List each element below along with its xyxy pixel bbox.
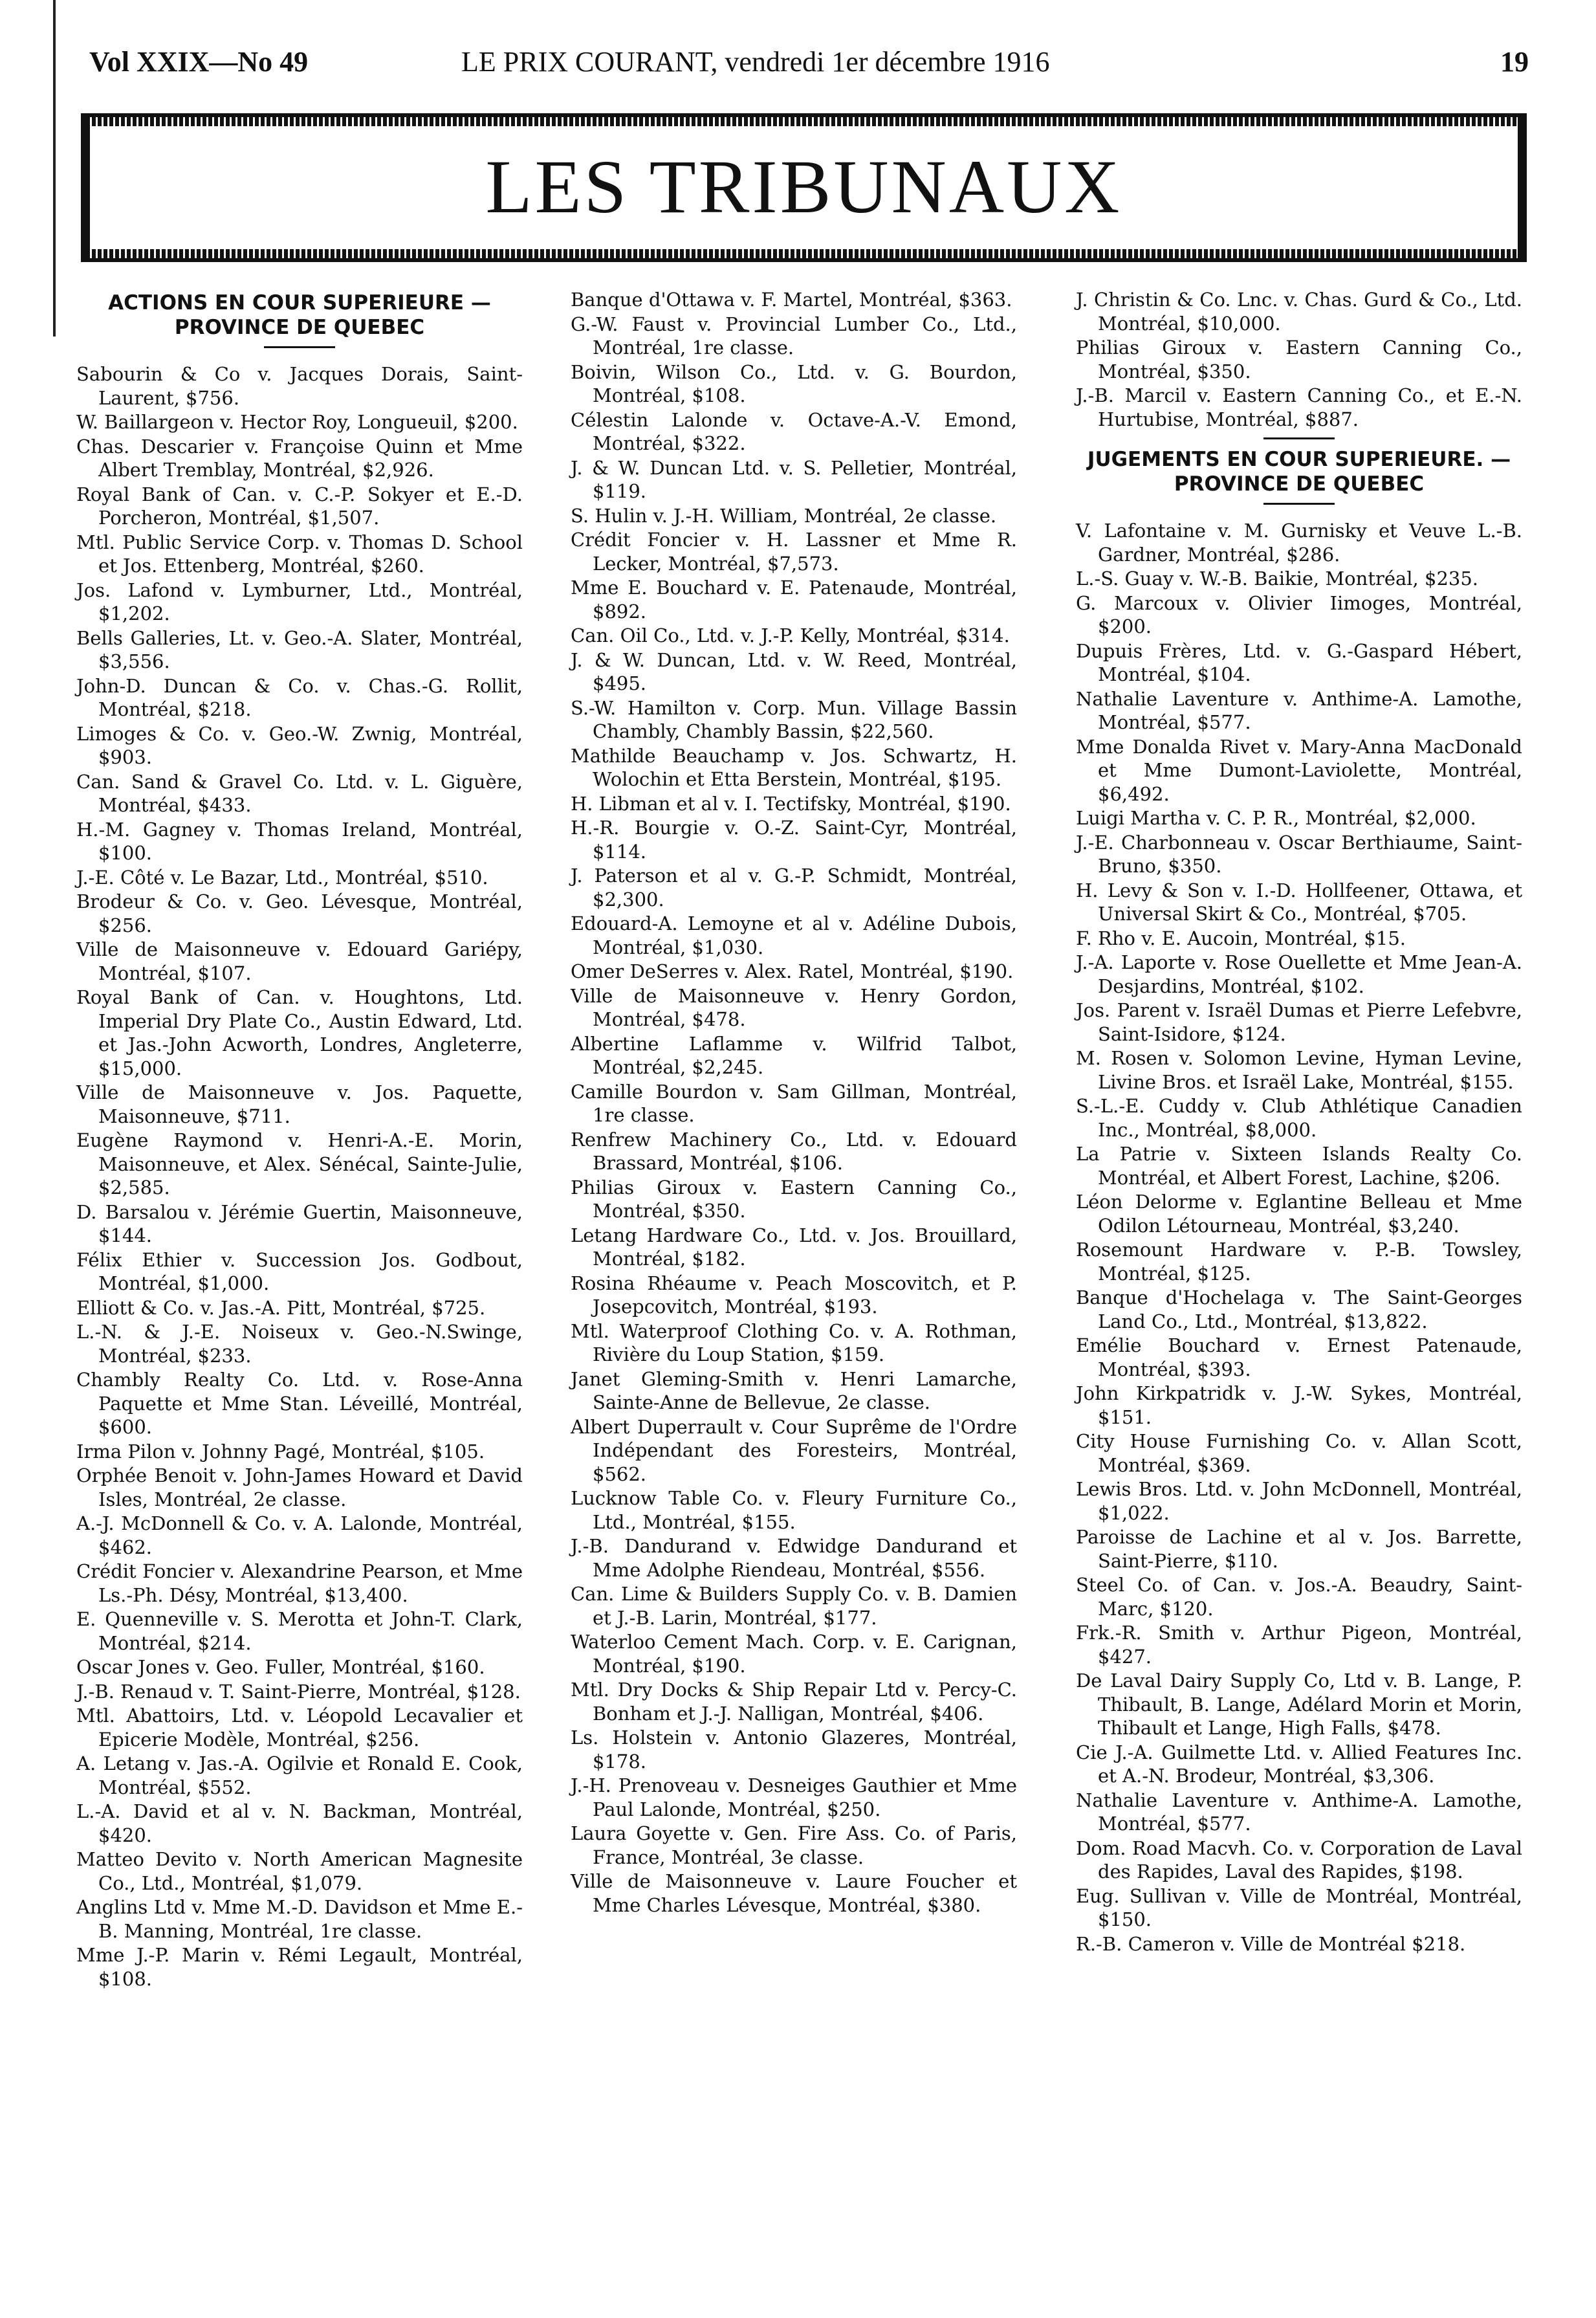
court-case-entry: R.-B. Cameron v. Ville de Montréal $218. xyxy=(1076,1932,1466,1955)
court-case-entry: Ville de Maisonneuve v. Edouard Gariépy, Montréal, $107. xyxy=(76,938,523,984)
court-case-entry: Sabourin & Co v. Jacques Dorais, Saint-Laurent, $756. xyxy=(76,363,523,409)
court-case-entry: Emélie Bouchard v. Ernest Patenaude, Montréal, $393. xyxy=(1076,1334,1522,1380)
court-case-entry: Nathalie Laventure v. Anthime-A. Lamothe, Montréal, $577. xyxy=(1076,1789,1522,1835)
court-case-entry: Chas. Descarier v. Françoise Quinn et Mme Albert Tremblay, Montréal, $2,926. xyxy=(76,435,523,481)
court-case-entry: Janet Gleming-Smith v. Henri Lamarche, Sainte-Anne de Bellevue, 2e classe. xyxy=(571,1367,1017,1413)
court-case-entry: Luigi Martha v. C. P. R., Montréal, $2,000. xyxy=(1076,807,1476,829)
court-case-entry: J.-E. Côté v. Le Bazar, Ltd., Montréal, $510. xyxy=(76,866,488,889)
court-case-entry: L.-N. & J.-E. Noiseux v. Geo.-N.Swinge, Montréal, $233. xyxy=(76,1321,523,1367)
court-case-entry: Laura Goyette v. Gen. Fire Ass. Co. of Paris, France, Montréal, 3e classe. xyxy=(571,1822,1017,1868)
court-case-entry: D. Barsalou v. Jérémie Guertin, Maisonneuve, $144. xyxy=(76,1200,523,1246)
court-case-entry: W. Baillargeon v. Hector Roy, Longueuil, $200. xyxy=(76,411,518,433)
court-case-entry: Camille Bourdon v. Sam Gillman, Montréal, 1re classe. xyxy=(571,1080,1017,1126)
court-case-entry: H.-R. Bourgie v. O.-Z. Saint-Cyr, Montréal, $114. xyxy=(571,817,1017,863)
court-case-entry: Orphée Benoit v. John-James Howard et David Isles, Montréal, 2e classe. xyxy=(76,1464,523,1510)
court-case-entry: Can. Lime & Builders Supply Co. v. B. Damien et J.-B. Larin, Montréal, $177. xyxy=(571,1583,1017,1629)
court-case-entry: Elliott & Co. v. Jas.-A. Pitt, Montréal, $725. xyxy=(76,1296,486,1319)
court-case-entry: Chambly Realty Co. Ltd. v. Rose-Anna Paquette et Mme Stan. Léveillé, Montréal, $600. xyxy=(76,1369,523,1438)
court-case-entry: Eug. Sullivan v. Ville de Montréal, Montréal, $150. xyxy=(1076,1884,1522,1930)
court-case-entry: Jos. Parent v. Israël Dumas et Pierre Lefebvre, Saint-Isidore, $124. xyxy=(1076,999,1522,1045)
court-case-entry: J. & W. Duncan, Ltd. v. W. Reed, Montréal, $495. xyxy=(571,648,1017,694)
court-case-entry: Rosemount Hardware v. P.-B. Towsley, Montréal, $125. xyxy=(1076,1239,1522,1285)
column-3-top-entries xyxy=(1076,288,1522,431)
court-case-entry: Matteo Devito v. North American Magnesite Co., Ltd., Montréal, $1,079. xyxy=(76,1848,523,1894)
court-case-entry: John Kirkpatridk v. J.-W. Sykes, Montréal, $151. xyxy=(1076,1382,1522,1428)
court-case-entry: Renfrew Machinery Co., Ltd. v. Edouard Brassard, Montréal, $106. xyxy=(571,1128,1017,1174)
court-case-entry: Steel Co. of Can. v. Jos.-A. Beaudry, Saint-Marc, $120. xyxy=(1076,1574,1522,1620)
court-case-entry: Mathilde Beauchamp v. Jos. Schwartz, H. Wolochin et Etta Berstein, Montréal, $195. xyxy=(571,744,1017,790)
court-case-entry: Lewis Bros. Ltd. v. John McDonnell, Montréal, $1,022. xyxy=(1076,1478,1522,1524)
column-2 xyxy=(571,288,1017,1917)
column-3-heading: JUGEMENTS EN COUR SUPERIEURE. — PROVINCE DE QUEBEC xyxy=(1087,448,1511,496)
court-case-entry: Albert Duperrault v. Cour Suprême de l'Ordre Indépendant des Foresteirs, Montréal, $562. xyxy=(571,1415,1017,1485)
court-case-entry: Ville de Maisonneuve v. Jos. Paquette, Maisonneuve, $711. xyxy=(76,1081,523,1127)
court-case-entry: Léon Delorme v. Eglantine Belleau et Mme Odilon Létourneau, Montréal, $3,240. xyxy=(1076,1191,1522,1237)
court-case-entry: L.-A. David et al v. N. Backman, Montréal, $420. xyxy=(76,1800,523,1846)
court-case-entry: V. Lafontaine v. M. Gurnisky et Veuve L.-B. Gardner, Montréal, $286. xyxy=(1076,520,1522,566)
court-case-entry: John-D. Duncan & Co. v. Chas.-G. Rollit, Montréal, $218. xyxy=(76,674,523,720)
running-head xyxy=(89,45,1529,91)
court-case-entry: H. Levy & Son v. I.-D. Hollfeener, Ottawa, et Universal Skirt & Co., Montréal, $705. xyxy=(1076,879,1522,925)
court-case-entry: Philias Giroux v. Eastern Canning Co., Montréal, $350. xyxy=(571,1176,1017,1222)
court-case-entry: Waterloo Cement Mach. Corp. v. E. Carignan, Montréal, $190. xyxy=(571,1631,1017,1677)
column-2-entries xyxy=(571,288,1017,1917)
court-case-entry: Dom. Road Macvh. Co. v. Corporation de Laval des Rapides, Laval des Rapides, $198. xyxy=(1076,1837,1522,1882)
court-case-entry: G.-W. Faust v. Provincial Lumber Co., Ltd., Montréal, 1re classe. xyxy=(571,313,1017,359)
page-number: 19 xyxy=(1500,46,1529,78)
court-case-entry: Jos. Lafond v. Lymburner, Ltd., Montréal, $1,202. xyxy=(76,579,523,624)
court-case-entry: Royal Bank of Can. v. Houghtons, Ltd. Imperial Dry Plate Co., Austin Edward, Ltd. et Jas.-John Acworth, Londres, Angleterre, $15,000. xyxy=(76,986,523,1079)
court-case-entry: Oscar Jones v. Geo. Fuller, Montréal, $160. xyxy=(76,1656,485,1678)
court-case-entry: Frk.-R. Smith v. Arthur Pigeon, Montréal, $427. xyxy=(1076,1622,1522,1668)
court-case-entry: Cie J.-A. Guilmette Ltd. v. Allied Features Inc. et A.-N. Brodeur, Montréal, $3,306. xyxy=(1076,1741,1522,1787)
court-case-entry: Anglins Ltd v. Mme M.-D. Davidson et Mme E.-B. Manning, Montréal, 1re classe. xyxy=(76,1896,523,1942)
court-case-entry: Banque d'Hochelaga v. The Saint-Georges Land Co., Ltd., Montréal, $13,822. xyxy=(1076,1286,1522,1332)
court-case-entry: J.-A. Laporte v. Rose Ouellette et Mme Jean-A. Desjardins, Montréal, $102. xyxy=(1076,951,1522,997)
court-case-entry: Edouard-A. Lemoyne et al v. Adéline Dubois, Montréal, $1,030. xyxy=(571,912,1017,958)
court-case-entry: Eugène Raymond v. Henri-A.-E. Morin, Maisonneuve, et Alex. Sénécal, Sainte-Julie, $2,585. xyxy=(76,1129,523,1198)
heading-rule xyxy=(1263,503,1335,505)
court-case-entry: J. Paterson et al v. G.-P. Schmidt, Montréal, $2,300. xyxy=(571,865,1017,911)
court-case-entry: Rosina Rhéaume v. Peach Moscovitch, et P. Josepcovitch, Montréal, $193. xyxy=(571,1272,1017,1318)
volume-number: Vol XXIX—No 49 xyxy=(89,46,309,78)
section-heading: LES TRIBUNAUX xyxy=(485,144,1122,229)
section-banner xyxy=(81,113,1527,262)
court-case-entry: De Laval Dairy Supply Co, Ltd v. B. Lange, P. Thibault, B. Lange, Adélard Morin et Morin, Thibault et Lange, High Falls, $478. xyxy=(1076,1670,1522,1739)
court-case-entry: Can. Sand & Gravel Co. Ltd. v. L. Giguère, Montréal, $433. xyxy=(76,770,523,816)
court-case-entry: Letang Hardware Co., Ltd. v. Jos. Brouillard, Montréal, $182. xyxy=(571,1224,1017,1270)
court-case-entry: Irma Pilon v. Johnny Pagé, Montréal, $105. xyxy=(76,1440,485,1463)
court-case-entry: Félix Ethier v. Succession Jos. Godbout, Montréal, $1,000. xyxy=(76,1248,523,1294)
court-case-entry: Ls. Holstein v. Antonio Glazeres, Montréal, $178. xyxy=(571,1727,1017,1772)
court-case-entry: G. Marcoux v. Olivier Iimoges, Montréal, $200. xyxy=(1076,591,1522,637)
court-case-entry: J.-B. Renaud v. T. Saint-Pierre, Montréal, $128. xyxy=(76,1680,521,1703)
court-case-entry: S.-L.-E. Cuddy v. Club Athlétique Canadien Inc., Montréal, $8,000. xyxy=(1076,1095,1522,1141)
court-case-entry: Boivin, Wilson Co., Ltd. v. G. Bourdon, Montréal, $108. xyxy=(571,360,1017,406)
court-case-entry: F. Rho v. E. Aucoin, Montréal, $15. xyxy=(1076,927,1406,949)
court-case-entry: S. Hulin v. J.-H. William, Montréal, 2e classe. xyxy=(571,504,997,527)
court-case-entry: Mme J.-P. Marin v. Rémi Legault, Montréal, $108. xyxy=(76,1944,523,1990)
court-case-entry: Mtl. Waterproof Clothing Co. v. A. Rothman, Rivière du Loup Station, $159. xyxy=(571,1319,1017,1365)
court-case-entry: H.-M. Gagney v. Thomas Ireland, Montréal, $100. xyxy=(76,818,523,864)
column-1-entries xyxy=(76,362,523,1991)
court-case-entry: A.-J. McDonnell & Co. v. A. Lalonde, Montréal, $462. xyxy=(76,1512,523,1558)
court-case-entry: J.-B. Dandurand v. Edwidge Dandurand et Mme Adolphe Riendeau, Montréal, $556. xyxy=(571,1535,1017,1581)
court-case-entry: J. Christin & Co. Lnc. v. Chas. Gurd & Co., Ltd. Montréal, $10,000. xyxy=(1076,289,1522,335)
court-case-entry: Crédit Foncier v. Alexandrine Pearson, et Mme Ls.-Ph. Désy, Montréal, $13,400. xyxy=(76,1560,523,1606)
court-case-entry: Omer DeSerres v. Alex. Ratel, Montréal, $190. xyxy=(571,960,1014,982)
court-case-entry: J.-E. Charbonneau v. Oscar Berthiaume, Saint-Bruno, $350. xyxy=(1076,831,1522,877)
court-case-entry: Brodeur & Co. v. Geo. Lévesque, Montréal, $256. xyxy=(76,890,523,936)
court-case-entry: Ville de Maisonneuve v. Henry Gordon, Montréal, $478. xyxy=(571,984,1017,1030)
court-case-entry: Royal Bank of Can. v. C.-P. Sokyer et E.-D. Porcheron, Montréal, $1,507. xyxy=(76,483,523,529)
heading-rule xyxy=(1263,437,1335,439)
court-case-entry: J. & W. Duncan Ltd. v. S. Pelletier, Montréal, $119. xyxy=(571,456,1017,502)
publication-title: LE PRIX COURANT, vendredi 1er décembre 1916 xyxy=(461,46,1050,78)
court-case-entry: Mtl. Abattoirs, Ltd. v. Léopold Lecavalier et Epicerie Modèle, Montréal, $256. xyxy=(76,1705,523,1750)
column-1-heading: ACTIONS EN COUR SUPERIEURE — PROVINCE DE QUEBEC xyxy=(108,291,491,339)
court-case-entry: H. Libman et al v. I. Tectifsky, Montréal, $190. xyxy=(571,792,1011,815)
court-case-entry: City House Furnishing Co. v. Allan Scott, Montréal, $369. xyxy=(1076,1430,1522,1476)
court-case-entry: Mtl. Dry Docks & Ship Repair Ltd v. Percy-C. Bonham et J.-J. Nalligan, Montréal, $406. xyxy=(571,1679,1017,1725)
column-3 xyxy=(1076,288,1522,1956)
court-case-entry: Mme E. Bouchard v. E. Patenaude, Montréal, $892. xyxy=(571,577,1017,623)
court-case-entry: Banque d'Ottawa v. F. Martel, Montréal, $363. xyxy=(571,289,1012,311)
court-case-entry: L.-S. Guay v. W.-B. Baikie, Montréal, $235. xyxy=(1076,568,1479,590)
court-case-entry: Albertine Laflamme v. Wilfrid Talbot, Montréal, $2,245. xyxy=(571,1032,1017,1078)
court-case-entry: S.-W. Hamilton v. Corp. Mun. Village Bassin Chambly, Chambly Bassin, $22,560. xyxy=(571,696,1017,742)
column-3-entries xyxy=(1076,519,1522,1956)
court-case-entry: Célestin Lalonde v. Octave-A.-V. Emond, Montréal, $322. xyxy=(571,408,1017,454)
court-case-entry: A. Letang v. Jas.-A. Ogilvie et Ronald E. Cook, Montréal, $552. xyxy=(76,1752,523,1798)
court-case-entry: Bells Galleries, Lt. v. Geo.-A. Slater, Montréal, $3,556. xyxy=(76,626,523,672)
court-case-entry: M. Rosen v. Solomon Levine, Hyman Levine, Livine Bros. et Israël Lake, Montréal, $155. xyxy=(1076,1047,1522,1093)
court-case-entry: La Patrie v. Sixteen Islands Realty Co. Montréal, et Albert Forest, Lachine, $206. xyxy=(1076,1143,1522,1189)
court-case-entry: Crédit Foncier v. H. Lassner et Mme R. Lecker, Montréal, $7,573. xyxy=(571,529,1017,575)
court-case-entry: Can. Oil Co., Ltd. v. J.-P. Kelly, Montréal, $314. xyxy=(571,624,1010,646)
column-1 xyxy=(76,288,523,1991)
court-case-entry: Ville de Maisonneuve v. Laure Foucher et Mme Charles Lévesque, Montréal, $380. xyxy=(571,1870,1017,1916)
court-case-entry: Lucknow Table Co. v. Fleury Furniture Co., Ltd., Montréal, $155. xyxy=(571,1487,1017,1533)
court-case-entry: Mme Donalda Rivet v. Mary-Anna MacDonald et Mme Dumont-Laviolette, Montréal, $6,492. xyxy=(1076,735,1522,805)
heading-rule xyxy=(264,346,335,348)
court-case-entry: Mtl. Public Service Corp. v. Thomas D. School et Jos. Ettenberg, Montréal, $260. xyxy=(76,531,523,577)
margin-rule xyxy=(53,0,56,337)
court-case-entry: E. Quenneville v. S. Merotta et John-T. Clark, Montréal, $214. xyxy=(76,1608,523,1654)
court-case-entry: Dupuis Frères, Ltd. v. G.-Gaspard Hébert, Montréal, $104. xyxy=(1076,639,1522,685)
court-case-entry: J.-H. Prenoveau v. Desneiges Gauthier et Mme Paul Lalonde, Montréal, $250. xyxy=(571,1774,1017,1820)
court-case-entry: Philias Giroux v. Eastern Canning Co., Montréal, $350. xyxy=(1076,337,1522,382)
court-case-entry: Nathalie Laventure v. Anthime-A. Lamothe, Montréal, $577. xyxy=(1076,687,1522,733)
court-case-entry: J.-B. Marcil v. Eastern Canning Co., et E.-N. Hurtubise, Montréal, $887. xyxy=(1076,384,1522,430)
court-case-entry: Paroisse de Lachine et al v. Jos. Barrette, Saint-Pierre, $110. xyxy=(1076,1526,1522,1572)
court-case-entry: Limoges & Co. v. Geo.-W. Zwnig, Montréal, $903. xyxy=(76,722,523,768)
